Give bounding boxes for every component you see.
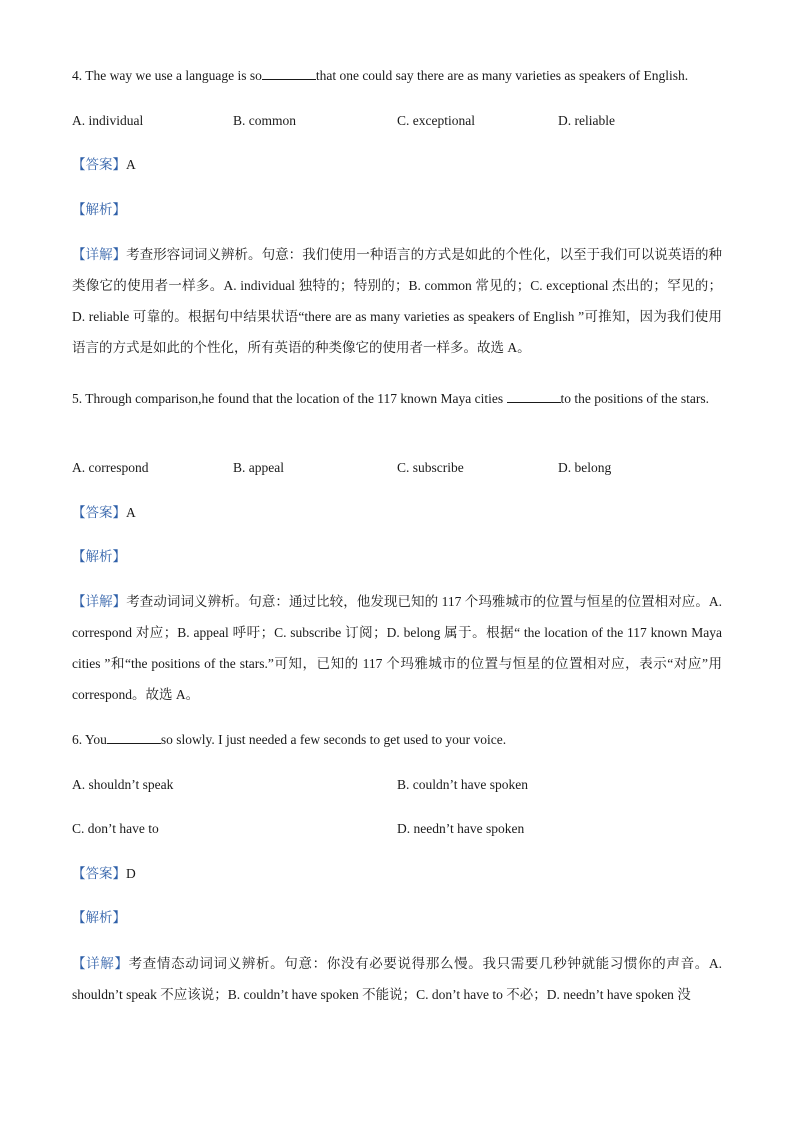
question-5-analysis	[72, 547, 126, 567]
question-5-stem	[72, 383, 722, 414]
question-5-stem-end: to the positions of the stars.	[560, 391, 710, 406]
question-4-answer	[72, 155, 136, 175]
analysis-tag: 【解析】	[72, 910, 126, 925]
question-6-option-c: C. don’t have to	[72, 821, 159, 836]
answer-tag: 【答案】	[72, 866, 126, 881]
question-4-option-a: A. individual	[72, 113, 144, 128]
detail-tag: 【详解】	[72, 956, 129, 971]
question-4-option-c: C. exceptional	[397, 113, 475, 128]
question-4-stem	[72, 66, 688, 86]
question-6-answer	[72, 864, 136, 884]
question-6-stem-end: so slowly. I just needed a few seconds to get used to your voice.	[160, 732, 507, 747]
question-4-detail	[72, 239, 722, 363]
question-5-option-d: D. belong	[558, 460, 612, 475]
answer-value: A	[126, 157, 136, 172]
question-4-analysis	[72, 200, 126, 220]
question-4-stem-end: that one could say there are as many varieties as speakers of English.	[315, 68, 689, 83]
answer-value: A	[126, 505, 136, 520]
question-5-detail	[72, 586, 722, 710]
detail-text: 考查形容词词义辨析。句意：我们使用一种语言的方式是如此的个性化，以至于我们可以说英语的种类像它的使用者一样多。A. individual 独特的；特别的；B. common 常见的；C. exceptional 杰出的；罕见的；D. reliable 可靠的。根据句中结果状语“there are as many varieties as speakers of English ”可推知，因为我们使用语言的方式是如此的个性化，所有英语的种类像它的使用者一样多。故选 A。	[72, 247, 723, 355]
question-6-option-d: D. needn’t have spoken	[397, 821, 525, 836]
question-5-option-b: B. appeal	[233, 460, 284, 475]
question-6-blank	[107, 731, 161, 744]
analysis-tag: 【解析】	[72, 549, 126, 564]
question-6-option-a: A. shouldn’t speak	[72, 777, 174, 792]
question-6-option-b: B. couldn’t have spoken	[397, 777, 528, 792]
answer-tag: 【答案】	[72, 157, 126, 172]
question-5-answer	[72, 503, 136, 523]
question-5-blank	[507, 390, 561, 403]
question-5-option-a: A. correspond	[72, 460, 149, 475]
question-4-blank	[262, 67, 316, 80]
answer-tag: 【答案】	[72, 505, 126, 520]
question-5-option-c: C. subscribe	[397, 460, 464, 475]
answer-value: D	[126, 866, 136, 881]
question-6-analysis	[72, 908, 126, 928]
question-4-stem-start: 4. The way we use a language is so	[72, 68, 262, 83]
question-6-detail	[72, 948, 722, 1010]
question-4-option-d: D. reliable	[558, 113, 615, 128]
detail-tag: 【详解】	[72, 247, 127, 262]
question-4-option-b: B. common	[233, 113, 296, 128]
detail-text: 考查情态动词词义辨析。句意：你没有必要说得那么慢。我只需要几秒钟就能习惯你的声音。A. shouldn’t speak 不应该说；B. couldn’t have spoken 不能说；C. don’t have to 不必；D. needn’t have spoken 没	[72, 956, 723, 1002]
detail-tag: 【详解】	[72, 594, 127, 609]
analysis-tag: 【解析】	[72, 202, 126, 217]
question-6-stem	[72, 730, 506, 750]
question-6-stem-start: 6. You	[72, 732, 107, 747]
question-5-stem-start: 5. Through comparison,he found that the location of the 117 known Maya cities	[72, 391, 504, 406]
detail-text: 考查动词词义辨析。句意：通过比较，他发现已知的 117 个玛雅城市的位置与恒星的位置相对应。A. correspond 对应；B. appeal 呼吁；C. subscribe 订阅；D. belong 属于。根据“ the location of the 117 known Maya cities ”和“the positions of the stars.”可知，已知的 117 个玛雅城市的位置与恒星的位置相对应，表示“对应”用 correspond。故选 A。	[72, 594, 723, 702]
